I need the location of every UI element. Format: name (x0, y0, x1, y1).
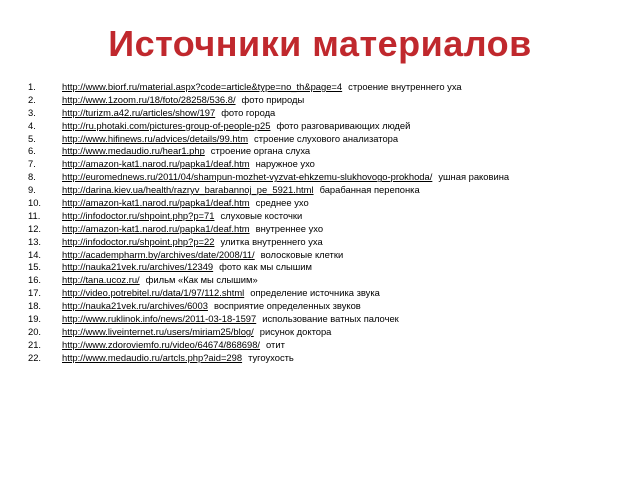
source-description: рисунок доктора (259, 325, 332, 337)
source-link[interactable]: http://infodoctor.ru/shpoint.php?p=71 (62, 209, 215, 221)
list-item (28, 223, 509, 236)
list-item (28, 236, 509, 249)
list-item-number: 12. (28, 222, 42, 234)
source-description: среднее ухо (255, 197, 309, 209)
list-item (28, 94, 509, 107)
source-link[interactable]: http://amazon-kat1.narod.ru/papka1/deaf.htm (62, 158, 250, 170)
source-link[interactable]: http://academpharm.by/archives/date/2008/11/ (62, 248, 255, 260)
list-item-number: 4. (28, 119, 36, 131)
slide-title: Источники материалов (108, 23, 532, 64)
list-item (28, 274, 509, 287)
list-item-number: 19. (28, 313, 42, 325)
source-link[interactable]: http://darina.kiev.ua/health/razryv_barabannoj_pe_5921.html (62, 184, 314, 196)
source-description: строение слухового анализатора (254, 132, 399, 144)
source-link[interactable]: http://nauka21vek.ru/archives/6003 (62, 300, 208, 312)
source-link[interactable]: http://www.ruklinok.info/news/2011-03-18-1597 (62, 313, 257, 325)
list-item-number: 20. (28, 325, 42, 337)
list-item-number: 17. (28, 287, 42, 299)
source-description: наружное ухо (255, 158, 315, 170)
source-list (28, 81, 509, 365)
list-item-number: 8. (28, 171, 36, 183)
list-item (28, 184, 509, 197)
source-description: барабанная перепонка (319, 184, 420, 196)
list-item-number: 14. (28, 248, 42, 260)
source-description: волосковые клетки (260, 248, 344, 260)
source-link[interactable]: http://www.medaudio.ru/hear1.php (62, 145, 205, 157)
source-description: отит (266, 338, 285, 350)
source-link[interactable]: http://video.potrebitel.ru/data/1/97/112.shtml (62, 287, 245, 299)
source-description: внутреннее ухо (255, 222, 324, 234)
list-item (28, 171, 509, 184)
source-link[interactable]: http://www.zdoroviemfo.ru/video/64674/868698/ (62, 338, 261, 350)
source-link[interactable]: http://www.1zoom.ru/18/foto/28258/536.8/ (62, 93, 236, 105)
source-description: улитка внутреннего уха (220, 235, 323, 247)
list-item-number: 11. (28, 209, 41, 221)
list-item (28, 300, 509, 313)
source-description: определение источника звука (250, 287, 380, 299)
source-link[interactable]: http://www.hifinews.ru/advices/details/99.htm (62, 132, 249, 144)
source-link[interactable]: http://amazon-kat1.narod.ru/papka1/deaf.htm (62, 197, 250, 209)
source-link[interactable]: http://tana.ucoz.ru/ (62, 274, 140, 286)
list-item-number: 16. (28, 274, 42, 286)
list-item-number: 6. (28, 145, 36, 157)
source-description: фото разговаривающих людей (276, 119, 411, 131)
list-item (28, 133, 509, 146)
source-description: ушная раковина (438, 171, 510, 183)
source-description: использование ватных палочек (262, 313, 399, 325)
list-item-number: 21. (28, 338, 42, 350)
list-item-number: 7. (28, 158, 36, 170)
list-item (28, 107, 509, 120)
list-item-number: 13. (28, 235, 42, 247)
list-item-number: 18. (28, 300, 42, 312)
source-link[interactable]: http://www.medaudio.ru/artcls.php?aid=298 (62, 351, 243, 363)
list-item (28, 197, 509, 210)
list-item (28, 158, 509, 171)
list-item-number: 1. (28, 81, 36, 92)
source-description: слуховые косточки (220, 209, 303, 221)
list-item-number: 3. (28, 106, 36, 118)
list-item-number: 5. (28, 132, 36, 144)
source-description: строение органа слуха (210, 145, 311, 157)
source-link[interactable]: http://ru.photaki.com/pictures-group-of-people-p25 (62, 119, 271, 131)
list-item (28, 313, 509, 326)
list-item-number: 10. (28, 197, 42, 209)
source-link[interactable]: http://www.liveinternet.ru/users/miriam25/blog/ (62, 325, 254, 337)
list-item (28, 287, 509, 300)
list-item-number: 2. (28, 93, 36, 105)
list-item (28, 326, 509, 339)
source-link[interactable]: http://euromednews.ru/2011/04/shampun-mozhet-vyzvat-ehkzemu-slukhovogo-prokhoda/ (62, 171, 433, 183)
source-description: фото природы (241, 93, 305, 105)
list-item (28, 352, 509, 365)
source-link[interactable]: http://nauka21vek.ru/archives/12349 (62, 261, 214, 273)
source-description: фото города (221, 106, 276, 118)
source-description: тугоухость (248, 351, 294, 363)
list-item (28, 81, 509, 94)
list-item (28, 210, 509, 223)
list-item-number: 15. (28, 261, 42, 273)
list-item (28, 261, 509, 274)
list-item (28, 339, 509, 352)
source-link[interactable]: http://www.biorf.ru/material.aspx?code=article&type=no_th&page=4 (62, 81, 343, 92)
list-item-number: 9. (28, 184, 36, 196)
source-link[interactable]: http://turizm.a42.ru/articles/show/197 (62, 106, 216, 118)
list-item (28, 249, 509, 262)
list-item-number: 22. (28, 351, 42, 363)
source-description: фото как мы слышим (219, 261, 312, 273)
source-description: фильм «Как мы слышим» (145, 274, 258, 286)
source-link[interactable]: http://amazon-kat1.narod.ru/papka1/deaf.htm (62, 222, 250, 234)
source-description: строение внутреннего уха (348, 81, 462, 92)
list-item (28, 145, 509, 158)
list-item (28, 120, 509, 133)
source-link[interactable]: http://infodoctor.ru/shpoint.php?p=22 (62, 235, 215, 247)
source-description: восприятие определенных звуков (213, 300, 361, 312)
